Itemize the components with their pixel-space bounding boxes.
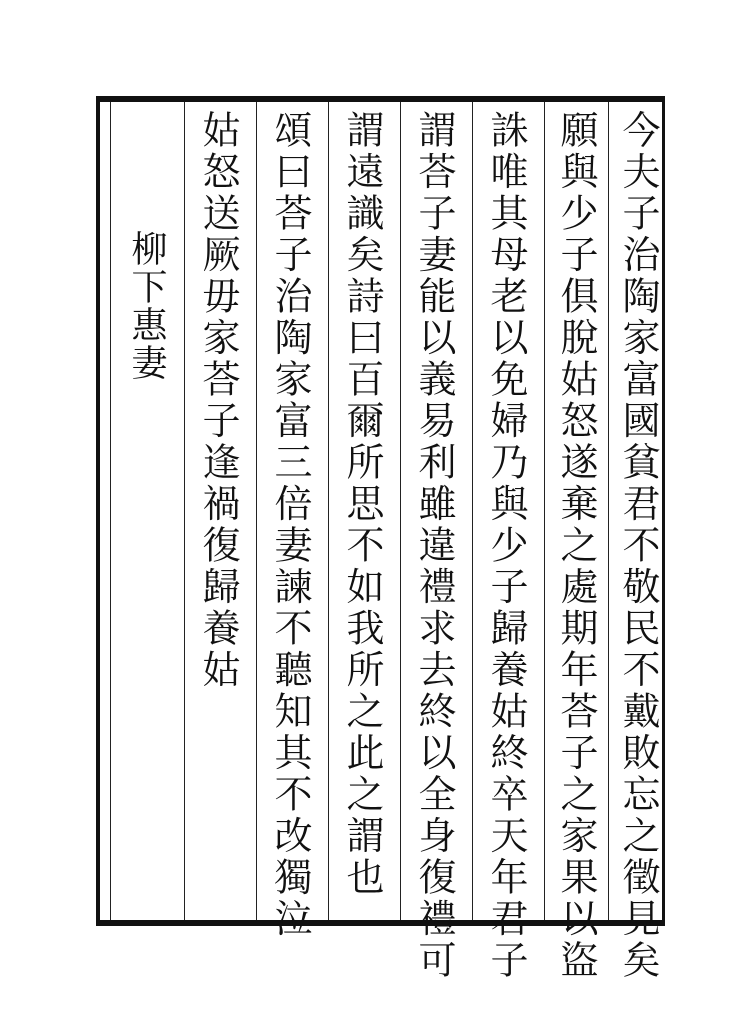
text-column-7: 姑怒送厥毋家荅子逢禍復歸養姑 — [196, 110, 240, 691]
section-title: 柳下惠妻 — [126, 230, 167, 382]
column-rule — [608, 102, 609, 920]
page-fold-margin — [662, 96, 756, 926]
text-column-2: 願與少子俱脫姑怒遂棄之處期年荅子之家果以盜 — [554, 110, 598, 982]
column-rule — [328, 102, 329, 920]
column-rule — [544, 102, 545, 920]
text-column-6: 頌曰荅子治陶家富三倍妻諫不聽知其不改獨泣 — [268, 110, 312, 940]
text-column-1: 今夫子治陶家富國貧君不敬民不戴敗忘之徵見矣 — [616, 110, 660, 982]
text-column-5: 謂遠識矣詩曰百爾所思不如我所之此之謂也 — [340, 110, 384, 899]
text-column-4: 謂荅子妻能以義易利雖違禮求去終以全身復禮可 — [412, 110, 456, 982]
text-column-3: 誅唯其母老以免婦乃與少子歸養姑終卒天年君子 — [484, 110, 528, 982]
inner-border-line — [110, 102, 111, 920]
column-rule — [184, 102, 185, 920]
column-rule — [400, 102, 401, 920]
fold-edge-line — [662, 96, 665, 926]
column-rule — [472, 102, 473, 920]
column-rule — [256, 102, 257, 920]
page-frame — [96, 96, 662, 982]
